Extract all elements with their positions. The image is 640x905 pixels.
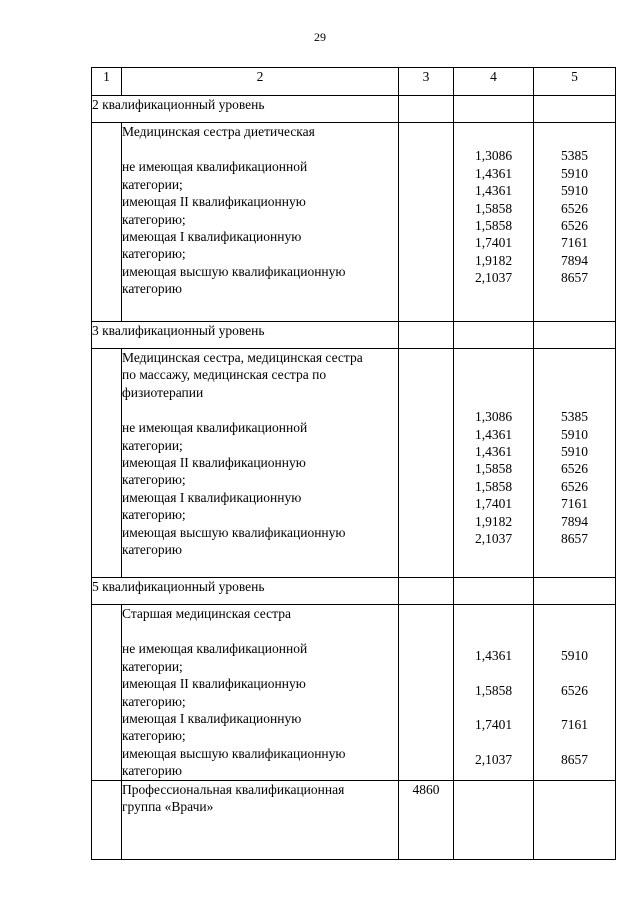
category-line: категории; [122, 176, 183, 192]
salary-value: 5910 [561, 647, 588, 663]
coefficient-value: 1,4361 [474, 426, 513, 442]
coefficient-value: 1,9182 [474, 513, 513, 529]
category-line: имеющая высшую квалификационную [122, 263, 346, 279]
salary-value: 8657 [561, 270, 588, 286]
salary-value: 5910 [561, 165, 588, 181]
page-number: 29 [314, 30, 326, 44]
salary-value: 7161 [561, 235, 588, 251]
group-title: Профессиональная квалификационная [122, 782, 345, 797]
coefficient-cell [454, 123, 534, 322]
salary-value [534, 664, 615, 681]
coefficient-value: 1,3086 [474, 409, 513, 425]
header-cell: 4 [454, 68, 534, 96]
salary-cell [534, 349, 616, 578]
level-row [92, 96, 616, 123]
salary-value: 8657 [561, 752, 588, 768]
category-line: имеющая I квалификационную [122, 489, 302, 505]
salary-value: 6526 [561, 478, 588, 494]
category-line: имеющая высшую квалификационную [122, 745, 346, 761]
coefficient-value: 1,5858 [474, 478, 513, 494]
position-title: Медицинская сестра диетическая [122, 124, 315, 139]
coefficient-value: 1,9182 [474, 252, 513, 268]
category-line: категорию; [122, 211, 186, 227]
salary-value [534, 629, 615, 646]
category-line: имеющая II квалификационную [122, 194, 306, 210]
salary-value: 7894 [561, 252, 588, 268]
category-line: не имеющая квалификационной [122, 159, 308, 175]
coefficient-value: 1,5858 [474, 200, 513, 216]
category-line: категорию [122, 542, 182, 558]
salary-value: 5385 [561, 409, 588, 425]
salary-value: 5910 [561, 444, 588, 459]
salary-value: 8657 [561, 531, 588, 547]
category-line: категорию; [122, 693, 186, 709]
category-line: категорию; [122, 507, 186, 523]
table-row [92, 349, 616, 578]
group-title: группа «Врачи» [122, 799, 214, 815]
salary-value: 7161 [561, 496, 588, 512]
salary-value: 6526 [561, 200, 588, 216]
salary-cell [534, 123, 616, 322]
position-cell [122, 349, 399, 578]
table-row [92, 781, 616, 860]
salary-value: 5385 [561, 148, 588, 164]
salary-cell [534, 605, 616, 781]
table-row [92, 605, 616, 781]
salary-value [534, 699, 615, 716]
category-line: не имеющая квалификационной [122, 420, 308, 436]
salary-value: 5910 [561, 183, 588, 199]
category-line: имеющая II квалификационную [122, 676, 306, 692]
header-cell: 3 [399, 68, 454, 96]
category-line: категорию; [122, 728, 186, 744]
position-title: Старшая медицинская сестра [122, 606, 291, 621]
level-row [92, 322, 616, 349]
salary-value: 6526 [561, 218, 588, 234]
level-label: 2 квалификационный уровень [92, 96, 399, 123]
salary-value: 6526 [561, 461, 588, 477]
category-line: категории; [122, 437, 183, 453]
category-line: категорию [122, 763, 182, 779]
level-label: 3 квалификационный уровень [92, 322, 399, 349]
salary-value: 6526 [561, 682, 588, 698]
coefficient-value [454, 629, 533, 646]
header-cell: 1 [92, 68, 122, 96]
salary-value: 7894 [561, 513, 588, 529]
category-line: имеющая I квалификационную [122, 229, 302, 245]
coefficient-cell [454, 349, 534, 578]
level-label: 5 квалификационный уровень [92, 578, 399, 605]
salary-value: 5910 [561, 426, 588, 442]
category-line: имеющая II квалификационную [122, 455, 306, 471]
header-cell: 2 [122, 68, 399, 96]
position-title: по массажу, медицинская сестра по [122, 367, 327, 383]
coefficient-value: 1,4361 [474, 647, 513, 663]
category-line: категорию [122, 281, 182, 297]
level-row [92, 578, 616, 605]
coefficient-value: 1,4361 [474, 165, 513, 181]
table-row [92, 123, 616, 322]
coefficient-value: 1,5858 [474, 218, 513, 234]
coefficient-value [454, 734, 533, 751]
salary-value: 7161 [561, 717, 588, 733]
category-line: не имеющая квалификационной [122, 641, 308, 657]
coefficient-value: 1,4361 [474, 183, 513, 199]
base-salary-cell: 4860 [399, 781, 454, 860]
coefficient-cell [454, 605, 534, 781]
coefficient-value [454, 699, 533, 716]
coefficient-value: 1,7401 [474, 496, 513, 512]
salary-table [91, 67, 616, 860]
coefficient-value: 2,1037 [474, 752, 513, 768]
coefficient-value: 1,5858 [474, 461, 513, 477]
coefficient-value: 2,1037 [474, 270, 513, 286]
category-line: имеющая высшую квалификационную [122, 524, 346, 540]
header-row [92, 68, 616, 96]
position-cell [122, 605, 399, 781]
coefficient-value: 1,5858 [474, 682, 513, 698]
category-line: имеющая I квалификационную [122, 711, 302, 727]
coefficient-value: 1,7401 [474, 235, 513, 251]
position-title: Медицинская сестра, медицинская сестра [122, 350, 363, 365]
category-line: категорию; [122, 246, 186, 262]
group-cell [122, 781, 399, 860]
position-cell [122, 123, 399, 322]
category-line: категорию; [122, 472, 186, 488]
coefficient-value [454, 664, 533, 681]
coefficient-value: 1,7401 [474, 717, 513, 733]
header-cell: 5 [534, 68, 616, 96]
coefficient-value: 1,3086 [474, 148, 513, 164]
position-title: физиотерапии [122, 384, 204, 400]
salary-value [534, 734, 615, 751]
coefficient-value: 2,1037 [474, 531, 513, 547]
category-line: категории; [122, 658, 183, 674]
coefficient-value: 1,4361 [474, 444, 513, 459]
